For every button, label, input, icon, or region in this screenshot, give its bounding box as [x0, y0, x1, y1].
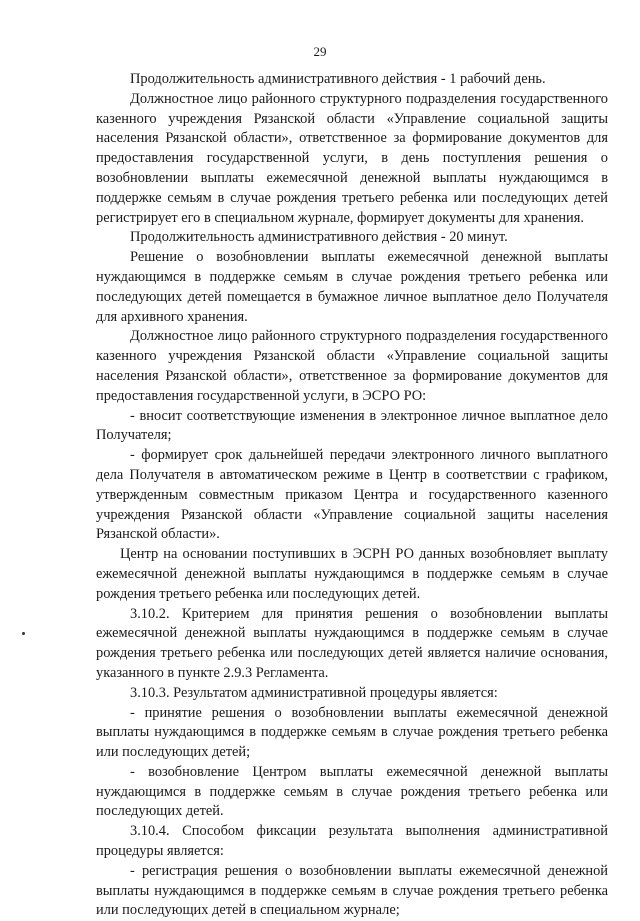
margin-mark — [22, 632, 25, 635]
paragraph-duration-20-min: Продолжительность административного действия - 20 минут. — [130, 229, 508, 246]
page-number: 29 — [313, 44, 327, 59]
paragraph-center-resumes-payment: Центр на основании поступивших в ЭСРН РО данных возобновляет выплату ежемесячной денежной выплаты нуждающимся в поддержке семьям в случае рождения третьего ребенка или последующих детей. — [96, 546, 608, 602]
paragraph-3-10-4-fixation: 3.10.4. Способом фиксации результата выполнения административной процедуры является: — [96, 823, 608, 860]
paragraph-duration-1-day: Продолжительность административного действия - 1 рабочий день. — [130, 71, 546, 87]
paragraph-3-10-2-criterion: 3.10.2. Критерием для принятия решения о возобновлении выплаты ежемесячной денежной выплаты нуждающимся в поддержке семьям в случае рождения третьего ребенка или последующих детей является наличие основания, указанного в пункте 2.9.3 Регламента. — [96, 605, 608, 681]
document-body — [96, 70, 608, 921]
list-item-decision-made: - принятие решения о возобновлении выплаты ежемесячной денежной выплаты нуждающимся в поддержке семьям в случае рождения третьего ребенка или последующих детей; — [96, 704, 608, 761]
paragraph-3-10-3-result: 3.10.3. Результатом административной процедуры является: — [130, 684, 498, 701]
paragraph-official-registers-decision: Должностное лицо районного структурного подразделения государственного казенного учреждения Рязанской области «Управление социальной защиты населения Рязанской области», ответственное за формирование документов для предоставления государственной услуги, в день поступления решения о возобновлении выплаты ежемесячной денежной выплаты нуждающимся в поддержке семьям в случае рождения третьего ребенка или последующих детей регистрирует его в специальном журнале, формирует документы для хранения. — [96, 90, 608, 226]
list-item-payment-resumed: - возобновление Центром выплаты ежемесячной денежной выплаты нуждающимся в поддержке семьям в случае рождения третьего ребенка или последующих детей. — [96, 763, 608, 820]
list-item-form-transfer-date: - формирует срок дальнейшей передачи электронного личного выплатного дела Получателя в автоматическом режиме в Центр в соответствии с графиком, утвержденным совместным приказом Центра и государственного казенного учреждения Рязанской области «Управление социальной защиты населения Рязанской области». — [96, 447, 608, 543]
list-item-enter-changes: - вносит соответствующие изменения в электронное личное выплатное дело Получателя; — [96, 407, 608, 444]
paragraph-official-esro: Должностное лицо районного структурного подразделения государственного казенного учреждения Рязанской области «Управление социальной защиты населения Рязанской области», ответственное за формирование документов для предоставления государственной услуги, в ЭСРО РО: — [96, 328, 608, 404]
list-item-journal-registration: - регистрация решения о возобновлении выплаты ежемесячной денежной выплаты нуждающимся в поддержке семьям в случае рождения третьего ребенка или последующих детей в специальном журнале; — [96, 862, 608, 919]
paragraph-decision-archived: Решение о возобновлении выплаты ежемесячной денежной выплаты нуждающимся в поддержке семьям в случае рождения третьего ребенка или последующих детей помещается в бумажное личное выплатное дело Получателя для архивного хранения. — [96, 249, 608, 325]
